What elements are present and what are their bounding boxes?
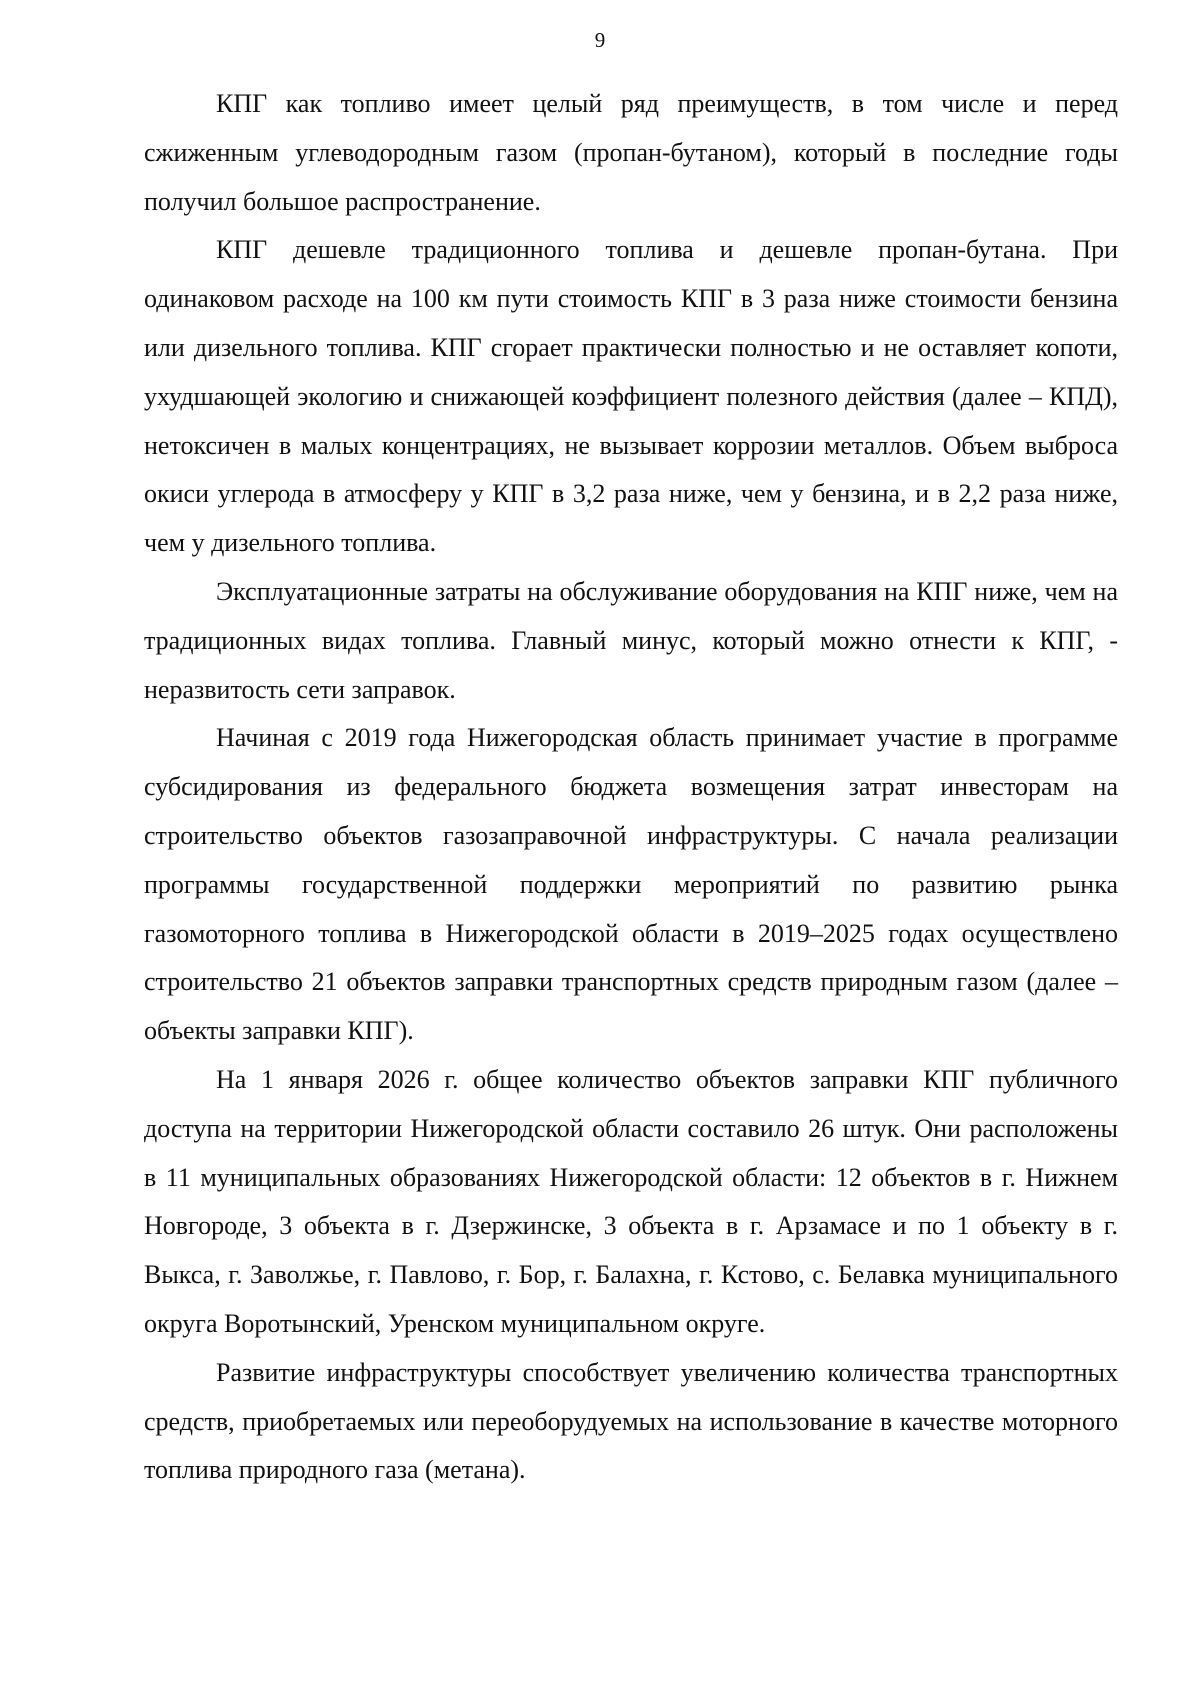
paragraph-operating-costs: Эксплуатационные затраты на обслуживание оборудования на КПГ ниже, чем на традиционных видах топлива. Главный минус, который можно отнести к КПГ, - неразвитость сети заправок. [144, 576, 1118, 704]
body-text [144, 80, 1118, 1495]
paragraph-cng-cost-ecology: КПГ дешевле традиционного топлива и дешевле пропан-бутана. При одинаковом расходе на 100 км пути стоимость КПГ в 3 раза ниже стоимости бензина или дизельного топлива. КПГ сгорает практически полностью и не оставляет копоти, ухудшающей экологию и снижающей коэффициент полезного действия (далее – КПД), нетоксичен в малых концентрациях, не вызывает коррозии металлов. Объем выброса окиси углерода в атмосферу у КПГ в 3,2 раза ниже, чем у бензина, и в 2,2 раза ниже, чем у дизельного топлива. [144, 235, 1118, 558]
paragraph-station-count: На 1 января 2026 г. общее количество объектов заправки КПГ публичного доступа на территории Нижегородской области составило 26 штук. Они расположены в 11 муниципальных образованиях Нижегородской области: 12 объектов в г. Нижнем Новгороде, 3 объекта в г. Дзержинске, 3 объекта в г. Арзамасе и по 1 объекту в г. Выкса, г. Заволжье, г. Павлово, г. Бор, г. Балахна, г. Кстово, с. Белавка муниципального округа Воротынский, Уренском муниципальном округе. [144, 1064, 1118, 1338]
page-number: 9 [594, 28, 606, 52]
paragraph-cng-advantages: КПГ как топливо имеет целый ряд преимуществ, в том числе и перед сжиженным углеводородным газом (пропан-бутаном), который в последние годы получил большое распространение. [144, 89, 1118, 216]
paragraph-infrastructure-development: Развитие инфраструктуры способствует увеличению количества транспортных средств, приобретаемых или переоборудуемых на использование в качестве моторного топлива природного газа (метана). [144, 1357, 1118, 1485]
paragraph-subsidy-program: Начиная с 2019 года Нижегородская область принимает участие в программе субсидирования из федерального бюджета возмещения затрат инвесторам на строительство объектов газозаправочной инфраструктуры. С начала реализации программы государственной поддержки мероприятий по развитию рынка газомоторного топлива в Нижегородской области в 2019–2025 годах осуществлено строительство 21 объектов заправки транспортных средств природным газом (далее – объекты заправки КПГ). [144, 723, 1118, 1046]
